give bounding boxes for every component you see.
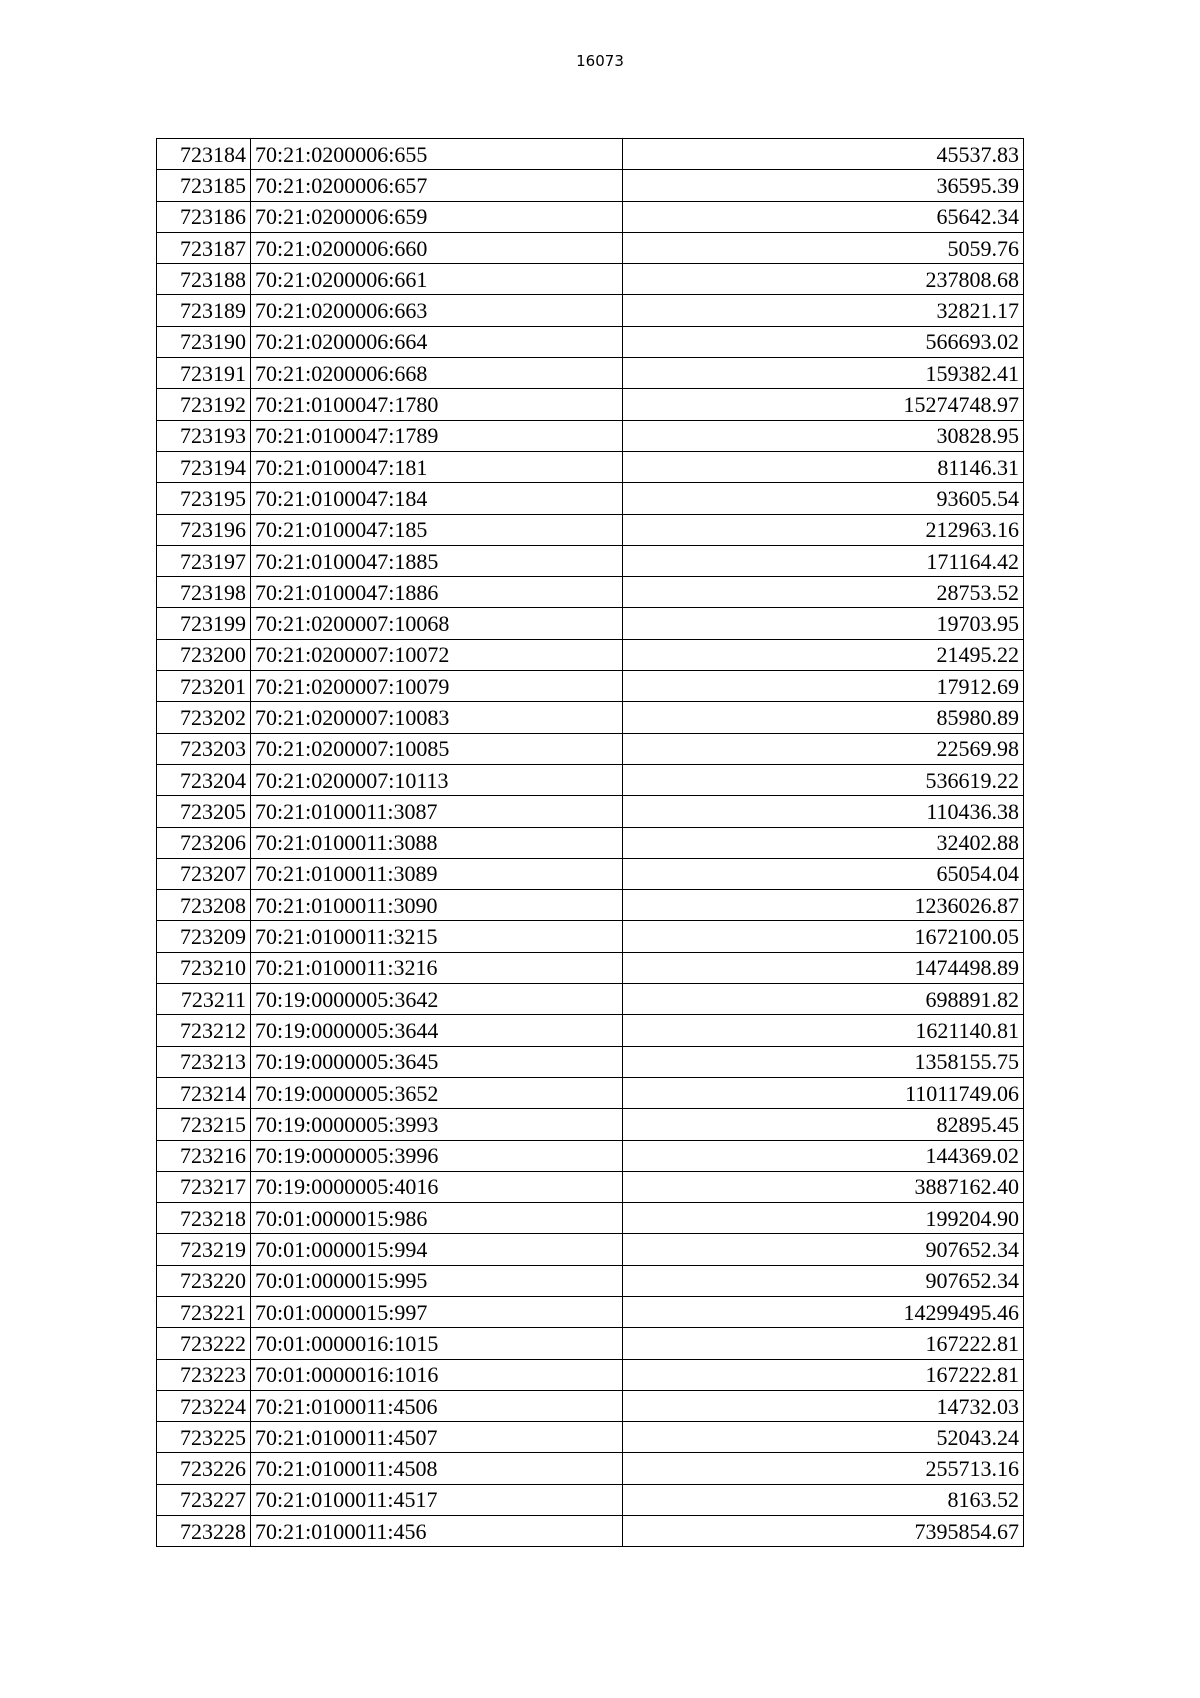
cadastral-number-cell: 70:01:0000016:1015: [251, 1328, 623, 1359]
row-number-cell: 723214: [157, 1077, 251, 1108]
table-row: [157, 952, 1024, 983]
value-cell: 32821.17: [623, 295, 1024, 326]
value-cell: 199204.90: [623, 1203, 1024, 1234]
table-row: [157, 264, 1024, 295]
table-row: [157, 796, 1024, 827]
cadastral-number-cell: 70:19:0000005:4016: [251, 1171, 623, 1202]
cadastral-number-cell: 70:01:0000015:986: [251, 1203, 623, 1234]
table-row: [157, 827, 1024, 858]
value-cell: 167222.81: [623, 1328, 1024, 1359]
value-cell: 17912.69: [623, 671, 1024, 702]
value-cell: 255713.16: [623, 1453, 1024, 1484]
table-row: [157, 1484, 1024, 1515]
value-cell: 237808.68: [623, 264, 1024, 295]
cadastral-number-cell: 70:21:0200006:664: [251, 326, 623, 357]
row-number-cell: 723210: [157, 952, 251, 983]
value-cell: 144369.02: [623, 1140, 1024, 1171]
table-row: [157, 1328, 1024, 1359]
cadastral-number-cell: 70:21:0200007:10085: [251, 733, 623, 764]
value-cell: 81146.31: [623, 451, 1024, 482]
table-row: [157, 170, 1024, 201]
value-cell: 1621140.81: [623, 1015, 1024, 1046]
cadastral-number-cell: 70:21:0100011:3090: [251, 890, 623, 921]
value-cell: 1474498.89: [623, 952, 1024, 983]
cadastral-number-cell: 70:21:0100047:181: [251, 451, 623, 482]
cadastral-number-cell: 70:21:0200007:10068: [251, 608, 623, 639]
value-cell: 3887162.40: [623, 1171, 1024, 1202]
row-number-cell: 723215: [157, 1109, 251, 1140]
value-cell: 110436.38: [623, 796, 1024, 827]
row-number-cell: 723204: [157, 764, 251, 795]
cadastral-number-cell: 70:21:0200007:10113: [251, 764, 623, 795]
row-number-cell: 723193: [157, 420, 251, 451]
value-cell: 11011749.06: [623, 1077, 1024, 1108]
row-number-cell: 723186: [157, 201, 251, 232]
table-row: [157, 671, 1024, 702]
table-row: [157, 1015, 1024, 1046]
value-cell: 1236026.87: [623, 890, 1024, 921]
row-number-cell: 723196: [157, 514, 251, 545]
row-number-cell: 723208: [157, 890, 251, 921]
cadastral-number-cell: 70:21:0100047:1789: [251, 420, 623, 451]
cadastral-number-cell: 70:21:0100047:184: [251, 483, 623, 514]
value-cell: 52043.24: [623, 1422, 1024, 1453]
value-cell: 32402.88: [623, 827, 1024, 858]
row-number-cell: 723222: [157, 1328, 251, 1359]
row-number-cell: 723184: [157, 139, 251, 170]
cadastral-number-cell: 70:21:0200006:660: [251, 232, 623, 263]
row-number-cell: 723195: [157, 483, 251, 514]
row-number-cell: 723191: [157, 358, 251, 389]
table-row: [157, 577, 1024, 608]
row-number-cell: 723209: [157, 921, 251, 952]
cadastral-number-cell: 70:21:0100011:3216: [251, 952, 623, 983]
row-number-cell: 723217: [157, 1171, 251, 1202]
row-number-cell: 723185: [157, 170, 251, 201]
value-cell: 566693.02: [623, 326, 1024, 357]
value-cell: 5059.76: [623, 232, 1024, 263]
table-row: [157, 1203, 1024, 1234]
cadastral-number-cell: 70:21:0200006:663: [251, 295, 623, 326]
table-row: [157, 451, 1024, 482]
value-cell: 212963.16: [623, 514, 1024, 545]
table-row: [157, 702, 1024, 733]
table-row: [157, 1109, 1024, 1140]
cadastral-number-cell: 70:01:0000015:997: [251, 1296, 623, 1327]
table-row: [157, 890, 1024, 921]
page-number: 16073: [576, 52, 624, 70]
cadastral-number-cell: 70:21:0100047:1885: [251, 545, 623, 576]
table-row: [157, 483, 1024, 514]
cadastral-number-cell: 70:21:0200007:10079: [251, 671, 623, 702]
row-number-cell: 723227: [157, 1484, 251, 1515]
value-cell: 85980.89: [623, 702, 1024, 733]
cadastral-number-cell: 70:21:0200007:10083: [251, 702, 623, 733]
table-row: [157, 984, 1024, 1015]
value-cell: 159382.41: [623, 358, 1024, 389]
table-row: [157, 1234, 1024, 1265]
cadastral-number-cell: 70:21:0100011:4517: [251, 1484, 623, 1515]
cadastral-number-cell: 70:19:0000005:3645: [251, 1046, 623, 1077]
row-number-cell: 723201: [157, 671, 251, 702]
value-cell: 19703.95: [623, 608, 1024, 639]
row-number-cell: 723218: [157, 1203, 251, 1234]
cadastral-number-cell: 70:21:0200006:655: [251, 139, 623, 170]
value-cell: 698891.82: [623, 984, 1024, 1015]
cadastral-number-cell: 70:19:0000005:3993: [251, 1109, 623, 1140]
row-number-cell: 723207: [157, 858, 251, 889]
cadastral-number-cell: 70:01:0000016:1016: [251, 1359, 623, 1390]
value-cell: 21495.22: [623, 639, 1024, 670]
table-row: [157, 1296, 1024, 1327]
row-number-cell: 723187: [157, 232, 251, 263]
table-row: [157, 232, 1024, 263]
table-row: [157, 1453, 1024, 1484]
cadastral-number-cell: 70:21:0100011:3087: [251, 796, 623, 827]
value-cell: 93605.54: [623, 483, 1024, 514]
cadastral-number-cell: 70:21:0100011:3088: [251, 827, 623, 858]
row-number-cell: 723202: [157, 702, 251, 733]
value-cell: 1358155.75: [623, 1046, 1024, 1077]
row-number-cell: 723225: [157, 1422, 251, 1453]
value-cell: 536619.22: [623, 764, 1024, 795]
row-number-cell: 723206: [157, 827, 251, 858]
table-row: [157, 1171, 1024, 1202]
table-row: [157, 358, 1024, 389]
cadastral-number-cell: 70:21:0100011:4506: [251, 1390, 623, 1421]
table-row: [157, 639, 1024, 670]
table-row: [157, 139, 1024, 170]
row-number-cell: 723189: [157, 295, 251, 326]
table-row: [157, 608, 1024, 639]
row-number-cell: 723194: [157, 451, 251, 482]
row-number-cell: 723198: [157, 577, 251, 608]
table-row: [157, 764, 1024, 795]
value-cell: 171164.42: [623, 545, 1024, 576]
cadastral-number-cell: 70:19:0000005:3996: [251, 1140, 623, 1171]
cadastral-number-cell: 70:21:0200006:659: [251, 201, 623, 232]
value-cell: 7395854.67: [623, 1516, 1024, 1547]
row-number-cell: 723228: [157, 1516, 251, 1547]
cadastral-number-cell: 70:21:0200006:668: [251, 358, 623, 389]
value-cell: 65054.04: [623, 858, 1024, 889]
row-number-cell: 723223: [157, 1359, 251, 1390]
value-cell: 8163.52: [623, 1484, 1024, 1515]
table-row: [157, 545, 1024, 576]
row-number-cell: 723192: [157, 389, 251, 420]
value-cell: 14732.03: [623, 1390, 1024, 1421]
value-cell: 82895.45: [623, 1109, 1024, 1140]
row-number-cell: 723200: [157, 639, 251, 670]
value-cell: 1672100.05: [623, 921, 1024, 952]
cadastral-number-cell: 70:01:0000015:995: [251, 1265, 623, 1296]
row-number-cell: 723226: [157, 1453, 251, 1484]
cadastral-number-cell: 70:19:0000005:3642: [251, 984, 623, 1015]
cadastral-number-cell: 70:21:0200006:657: [251, 170, 623, 201]
value-cell: 907652.34: [623, 1265, 1024, 1296]
value-cell: 30828.95: [623, 420, 1024, 451]
table-row: [157, 1265, 1024, 1296]
row-number-cell: 723190: [157, 326, 251, 357]
table-row: [157, 1140, 1024, 1171]
cadastral-number-cell: 70:21:0100047:1780: [251, 389, 623, 420]
row-number-cell: 723216: [157, 1140, 251, 1171]
cadastral-number-cell: 70:21:0100047:1886: [251, 577, 623, 608]
value-cell: 907652.34: [623, 1234, 1024, 1265]
table-row: [157, 921, 1024, 952]
row-number-cell: 723197: [157, 545, 251, 576]
value-cell: 14299495.46: [623, 1296, 1024, 1327]
value-cell: 65642.34: [623, 201, 1024, 232]
row-number-cell: 723219: [157, 1234, 251, 1265]
cadastral-number-cell: 70:21:0100011:4508: [251, 1453, 623, 1484]
table-row: [157, 1077, 1024, 1108]
cadastral-number-cell: 70:21:0100011:3215: [251, 921, 623, 952]
value-cell: 167222.81: [623, 1359, 1024, 1390]
table-row: [157, 420, 1024, 451]
table-row: [157, 201, 1024, 232]
row-number-cell: 723212: [157, 1015, 251, 1046]
table-row: [157, 389, 1024, 420]
table-row: [157, 858, 1024, 889]
value-cell: 22569.98: [623, 733, 1024, 764]
cadastral-number-cell: 70:21:0200006:661: [251, 264, 623, 295]
row-number-cell: 723224: [157, 1390, 251, 1421]
table-row: [157, 1359, 1024, 1390]
table-row: [157, 326, 1024, 357]
row-number-cell: 723220: [157, 1265, 251, 1296]
value-cell: 28753.52: [623, 577, 1024, 608]
table-row: [157, 1422, 1024, 1453]
cadastral-number-cell: 70:21:0200007:10072: [251, 639, 623, 670]
table-row: [157, 1390, 1024, 1421]
row-number-cell: 723203: [157, 733, 251, 764]
row-number-cell: 723213: [157, 1046, 251, 1077]
cadastral-number-cell: 70:21:0100011:456: [251, 1516, 623, 1547]
cadastral-number-cell: 70:19:0000005:3652: [251, 1077, 623, 1108]
data-table: [156, 138, 1024, 1547]
row-number-cell: 723205: [157, 796, 251, 827]
row-number-cell: 723188: [157, 264, 251, 295]
row-number-cell: 723221: [157, 1296, 251, 1327]
value-cell: 45537.83: [623, 139, 1024, 170]
cadastral-number-cell: 70:19:0000005:3644: [251, 1015, 623, 1046]
table-body: [157, 139, 1024, 1547]
row-number-cell: 723211: [157, 984, 251, 1015]
table-row: [157, 295, 1024, 326]
table-row: [157, 733, 1024, 764]
value-cell: 36595.39: [623, 170, 1024, 201]
cadastral-number-cell: 70:21:0100011:4507: [251, 1422, 623, 1453]
table-row: [157, 1046, 1024, 1077]
cadastral-number-cell: 70:21:0100047:185: [251, 514, 623, 545]
cadastral-number-cell: 70:01:0000015:994: [251, 1234, 623, 1265]
table-row: [157, 1516, 1024, 1547]
cadastral-number-cell: 70:21:0100011:3089: [251, 858, 623, 889]
row-number-cell: 723199: [157, 608, 251, 639]
value-cell: 15274748.97: [623, 389, 1024, 420]
table-row: [157, 514, 1024, 545]
